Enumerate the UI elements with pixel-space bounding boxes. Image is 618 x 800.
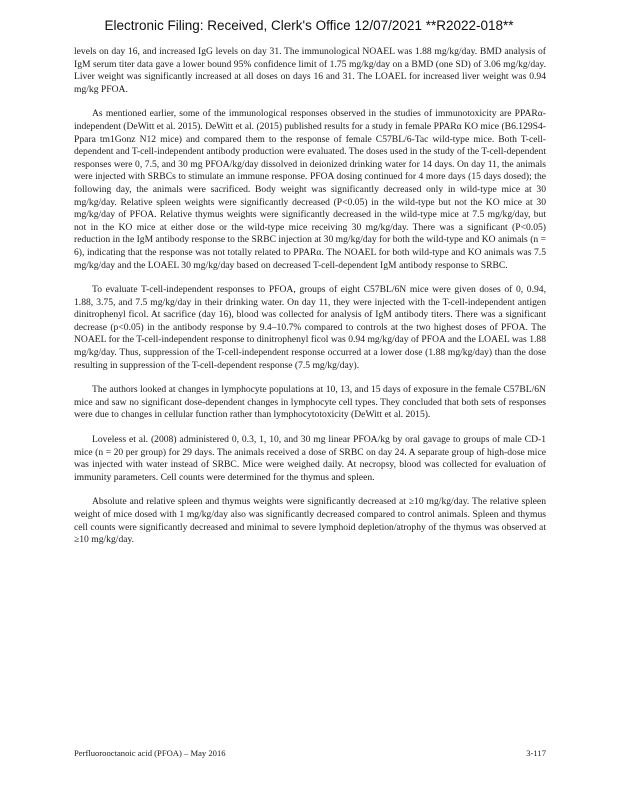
paragraph: Loveless et al. (2008) administered 0, 0.3, 1, 10, and 30 mg linear PFOA/kg by oral gavage to groups of male CD-1 mice (n = 20 per group) for 29 days. The animals received a dose of SRBC on day 24. A separate group of high-dose mice was injected with water instead of SRBC. Mice were weighed daily. At necropsy, blood was collected for evaluation of immunity parameters. Cell counts were determined for the thymus and spleen. — [74, 434, 546, 483]
paragraph: To evaluate T-cell-independent responses to PFOA, groups of eight C57BL/6N mice were given doses of 0, 0.94, 1.88, 3.75, and 7.5 mg/kg/day in their drinking water. On day 11, they were injected with the T-cell-independent antigen dinitrophenyl ficol. At sacrifice (day 16), blood was collected for analysis of IgM antibody titers. There was a significant decrease (p<0.05) in the antibody response by 9.4–10.7% compared to controls at the two highest doses of PFOA. The NOAEL for the T-cell-independent response to dinitrophenyl ficol was 0.94 mg/kg/day of PFOA and the LOAEL was 1.88 mg/kg/day. Thus, suppression of the T-cell-independent response occurred at a lower dose (1.88 mg/kg/day) than the dose resulting in suppression of the T-cell-dependent response (7.5 mg/kg/day). — [74, 284, 546, 371]
filing-header: Electronic Filing: Received, Clerk's Office 12/07/2021 **R2022-018** — [104, 18, 514, 33]
paragraph: Absolute and relative spleen and thymus weights were significantly decreased at ≥10 mg/kg/day. The relative spleen weight of mice dosed with 1 mg/kg/day also was significantly decreased compared to control animals. Spleen and thymus cell counts were significantly decreased and minimal to severe lymphoid depletion/atrophy of the thymus was observed at ≥10 mg/kg/day. — [74, 496, 546, 546]
paragraph: The authors looked at changes in lymphocyte populations at 10, 13, and 15 days of exposure in the female C57BL/6N mice and saw no significant dose-dependent changes in lymphocyte cell types. They concluded that both sets of responses were due to changes in cellular function rather than lymphocytotoxicity (DeWitt et al. 2015). — [74, 384, 546, 421]
page-number: 3-117 — [526, 748, 546, 758]
paragraph: levels on day 16, and increased IgG levels on day 31. The immunological NOAEL was 1.88 mg/kg/day. BMD analysis of IgM serum titer data gave a lower bound 95% confidence limit of 1.75 mg/kg/day on a BMD (one SD) of 3.06 mg/kg/day. Liver weight was significantly increased at all doses on days 16 and 31. The LOAEL for increased liver weight was 0.94 mg/kg PFOA. — [74, 46, 546, 95]
document-body — [74, 46, 546, 559]
footer-title: Perfluorooctanoic acid (PFOA) – May 2016 — [74, 748, 226, 758]
paragraph: As mentioned earlier, some of the immunological responses observed in the studies of immunotoxicity are PPARα-independent (DeWitt et al. 2015). DeWitt et al. (2015) published results for a study in female PPARα KO mice (B6.129S4-Ppara tm1Gonz N12 mice) and compared them to the response of female C57BL/6-Tac wild-type mice. Both T-cell-dependent and T-cell-independent antibody production were evaluated. The doses used in the study of the T-cell-dependent responses were 0, 7.5, and 30 mg PFOA/kg/day dissolved in deionized drinking water for 14 days. On day 11, the animals were injected with SRBCs to stimulate an immune response. PFOA dosing continued for 4 more days (15 days dosed); the following day, the animals were sacrificed. Body weight was significantly decreased only in wild-type mice at 30 mg/kg/day. Relative spleen weights were significantly decreased (P<0.05) in the wild-type but not the KO mice at 30 mg/kg/day of PFOA. Relative thymus weights were significantly decreased in the wild-type mice at 7.5 mg/kg/day, but not in the KO mice at either dose or the wild-type mice receiving 30 mg/kg/day. There was a significant (P<0.05) reduction in the IgM antibody response to the SRBC injection at 30 mg/kg/day for both the wild-type and KO animals (n = 6), indicating that the response was not totally related to PPARα. The NOAEL for both wild-type and KO animals was 7.5 mg/kg/day and the LOAEL 30 mg/kg/day based on decreased T-cell-dependent IgM antibody response to SRBC. — [74, 108, 546, 271]
